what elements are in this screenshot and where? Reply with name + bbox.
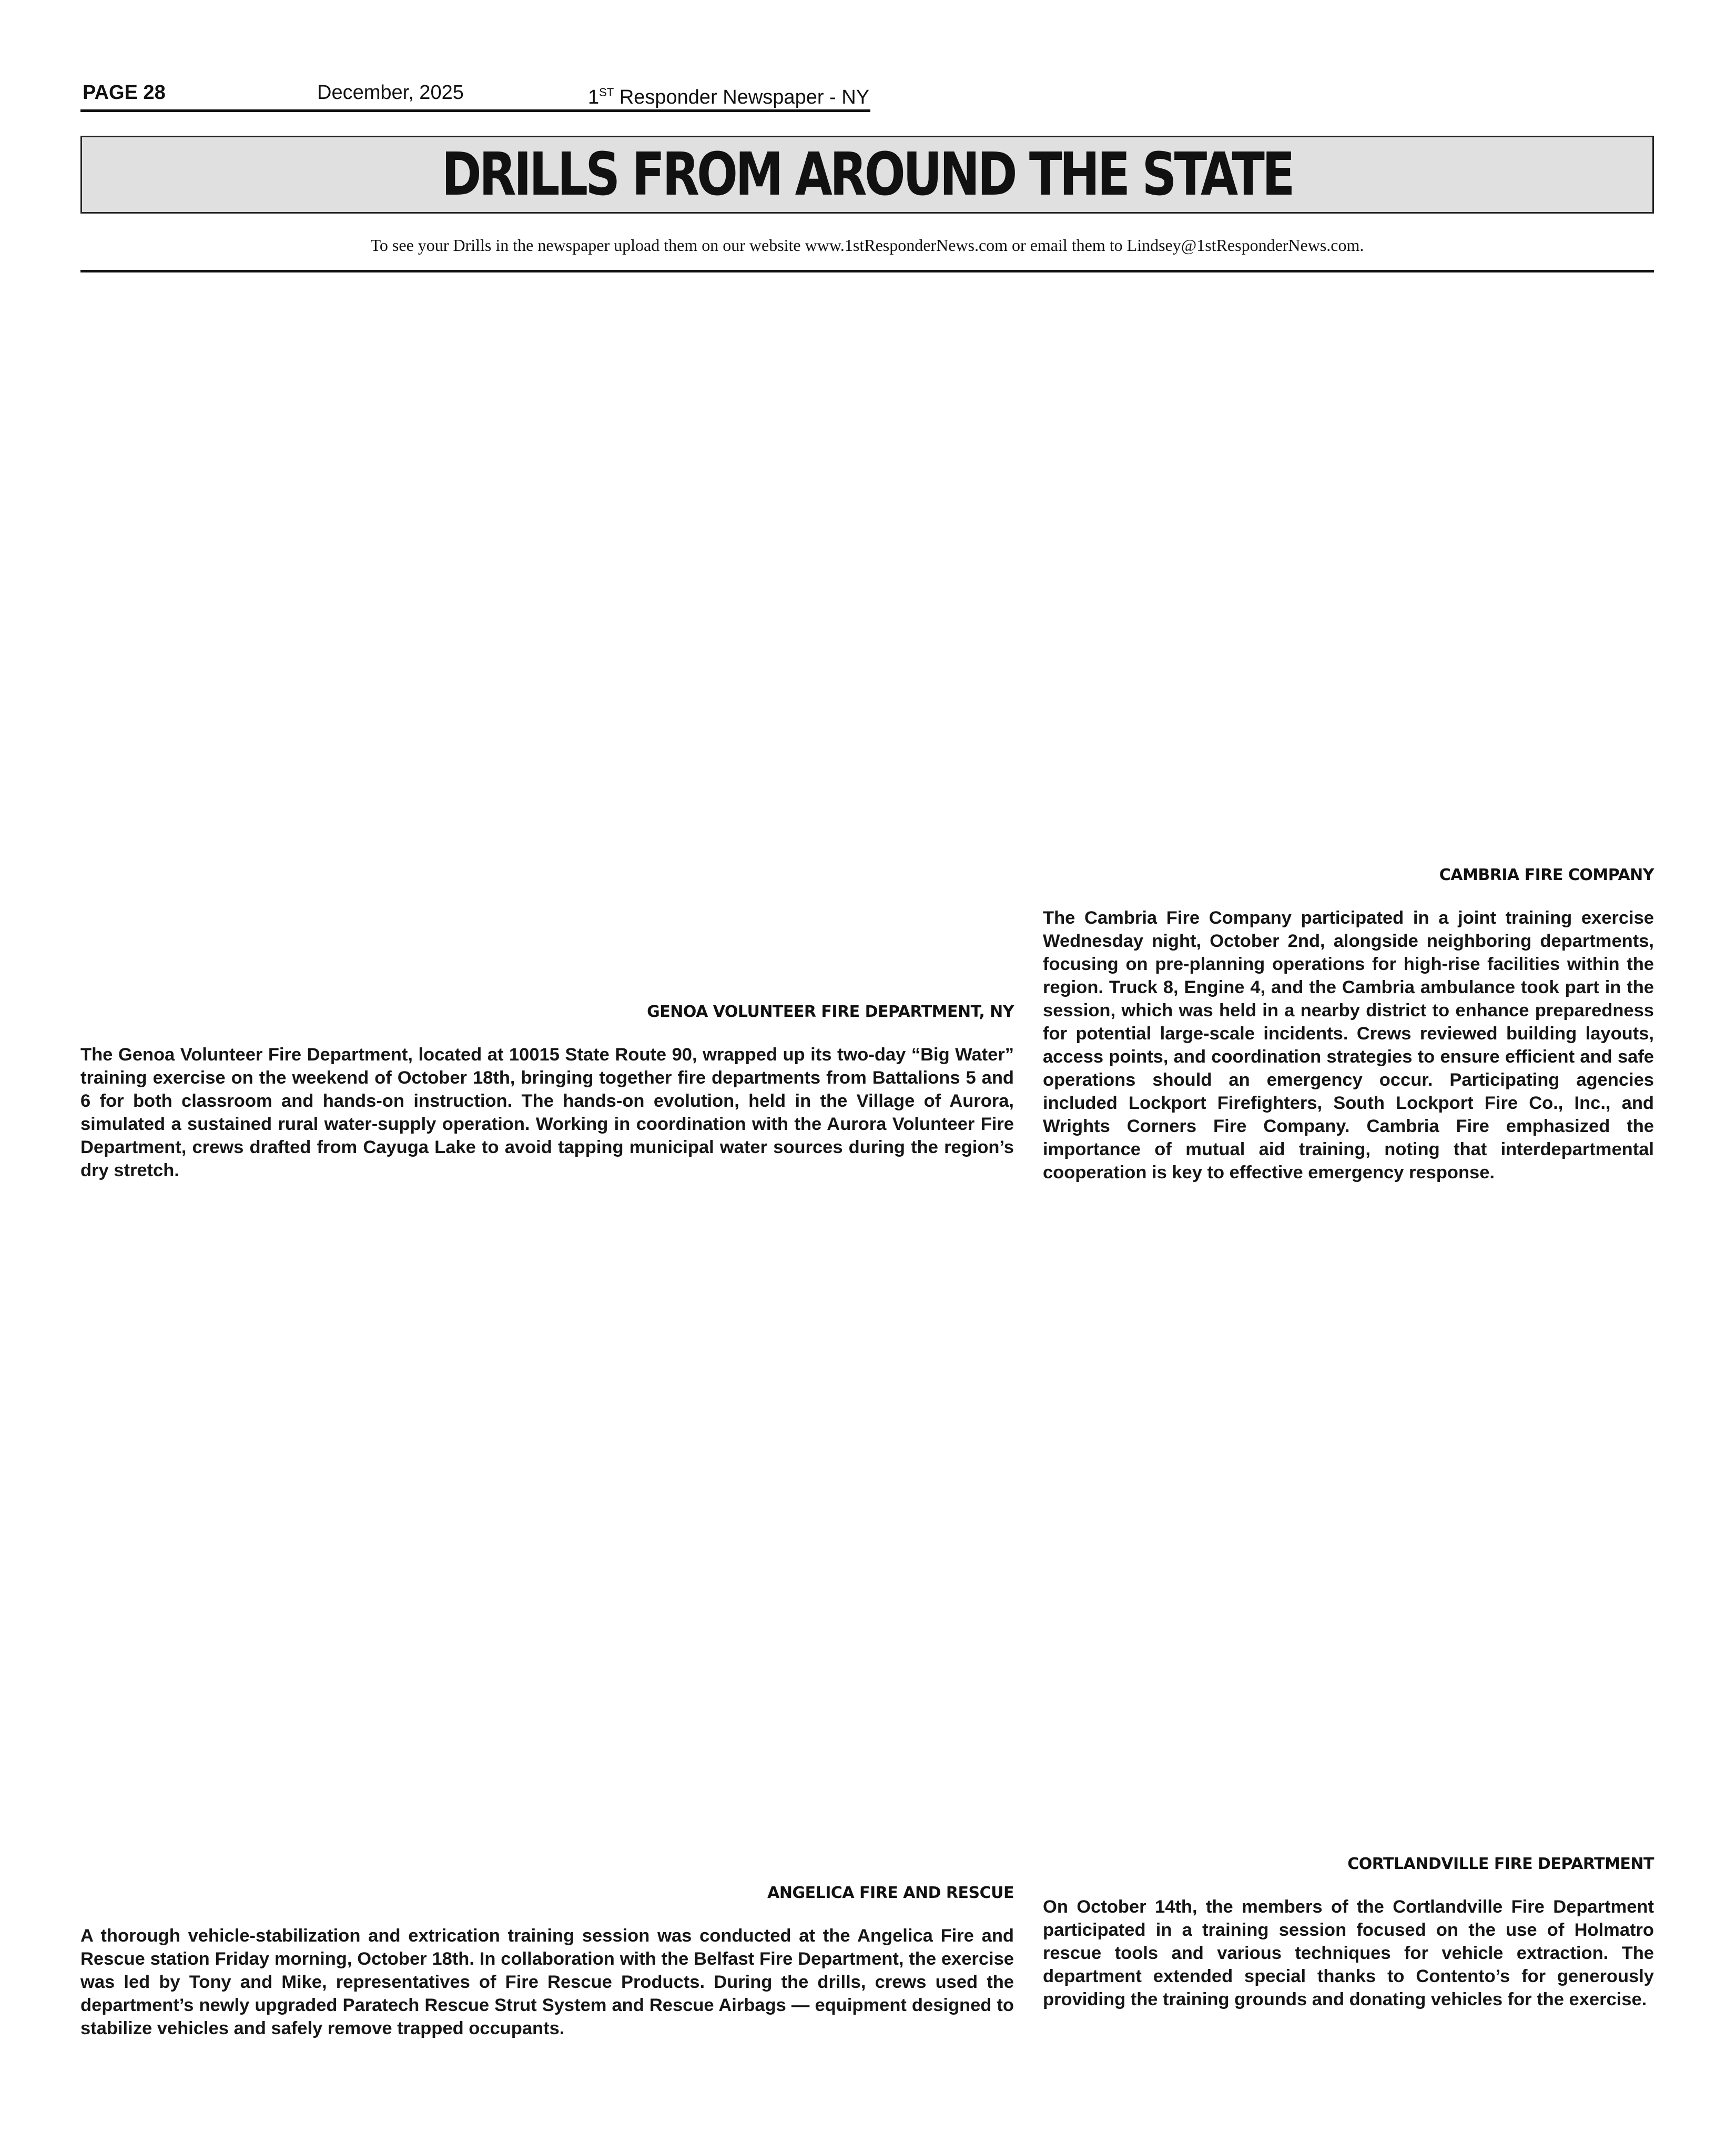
story-body: The Cambria Fire Company participated in a joint training exercise Wednesday night, October 2nd, alongside neighboring departments, focusing on pre-planning operations for high-rise facilities within the region. Truck 8, Engine 4, and the Cambria ambulance took part in the session, which was held in a nearby district to enhance preparedness for potential large-scale incidents. Crews reviewed building layouts, access points, and coordination strategies to ensure efficient and safe operations should an emergency occur. Participating agencies included Lockport Firefighters, South Lockport Fire Co., Inc., and Wrights Corners Fire Company. Cambria Fire emphasized the importance of mutual aid training, noting that interdepartmental cooperation is key to effective emergency response. [1043, 908, 1654, 1183]
publication-prefix: 1 [588, 86, 600, 108]
story-headline: GENOA VOLUNTEER FIRE DEPARTMENT, NY [647, 1003, 1014, 1021]
section-title: DRILLS FROM AROUND THE STATE [441, 140, 1293, 209]
publication-superscript: ST [599, 86, 614, 99]
story-body: A thorough vehicle-stabilization and extrication training session was conducted at the Angelica Fire and Rescue station Friday morning, October 18th. In collaboration with the Belfast Fire Department, the exercise was led by Tony and Mike, representatives of Fire Rescue Products. During the drills, crews used the department’s newly upgraded Paratech Rescue Strut System and Rescue Airbags — equipment designed to stabilize vehicles and safely remove trapped occupants. [80, 1926, 1014, 2038]
issue-date: December, 2025 [317, 82, 464, 104]
running-head [80, 79, 870, 112]
story-headline: CORTLANDVILLE FIRE DEPARTMENT [1347, 1855, 1654, 1873]
story-cortlandville [1043, 1854, 1654, 2011]
submission-tagline: To see your Drills in the newspaper upload them on our website www.1stResponderNews.com or email them to Lindsey@1stResponderNews.com. [370, 236, 1364, 255]
story-body: On October 14th, the members of the Cortlandville Fire Department participated in a training session focused on the use of Holmatro rescue tools and various techniques for vehicle extraction. The department extended special thanks to Contento’s for generously providing the training grounds and donating vehicles for the exercise. [1043, 1897, 1654, 2009]
story-angelica [80, 1883, 1014, 2040]
header-divider [80, 270, 1654, 272]
story-body: The Genoa Volunteer Fire Department, located at 10015 State Route 90, wrapped up its two-day “Big Water” training exercise on the weekend of October 18th, bringing together fire departments from Battalions 5 and 6 for both classroom and hands-on instruction. The hands-on evolution, held in the Village of Aurora, simulated a sustained rural water-supply operation. Working in coordination with the Aurora Volunteer Fire Department, crews drafted from Cayuga Lake to avoid tapping municipal water sources during the region’s dry stretch. [80, 1045, 1014, 1180]
story-cambria [1043, 865, 1654, 1184]
publication-rest: Responder Newspaper - NY [614, 86, 870, 108]
section-title-box [80, 136, 1654, 214]
page-number: PAGE 28 [83, 82, 166, 104]
publication-name [588, 81, 869, 109]
story-genoa [80, 1002, 1014, 1182]
story-headline: ANGELICA FIRE AND RESCUE [767, 1884, 1014, 1902]
story-headline: CAMBRIA FIRE COMPANY [1439, 866, 1654, 884]
